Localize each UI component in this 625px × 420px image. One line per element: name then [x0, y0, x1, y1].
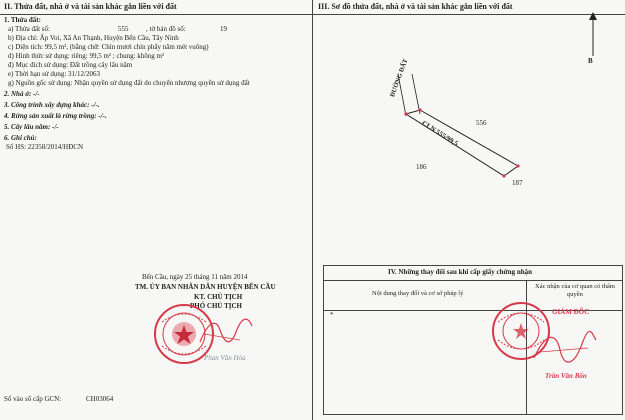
usage-purpose-line: đ) Mục đích sử dụng: Đất trồng cây lâu năm	[8, 61, 133, 69]
forest-item: 4. Rừng sản xuất là rừng trồng: -/-.	[4, 112, 107, 120]
usage-form-line: d) Hình thức sử dụng: riêng: 99,5 m² ; chung: không m²	[8, 52, 165, 60]
issue-date-line: Bến Cầu, ngày 25 tháng 11 năm 2014	[142, 273, 248, 281]
deputy-signature	[196, 312, 256, 352]
adjacent-parcel-right: 187	[512, 179, 523, 187]
changes-col-confirmation: Xác nhận của cơ quan có thẩm quyền	[535, 283, 615, 299]
center-divider	[312, 0, 313, 420]
signer-name: Phan Văn Hòa	[204, 354, 246, 362]
north-arrow-icon	[586, 12, 600, 58]
file-number-note: Số HS: 22358/2014/HĐCN	[6, 143, 84, 151]
notes-heading: 6. Ghi chú:	[4, 134, 37, 142]
perennial-trees-item: 5. Cây lâu năm: -/-	[4, 123, 59, 131]
adjacent-parcel-top: 556	[476, 119, 487, 127]
north-label: B	[588, 57, 593, 65]
house-item: 2. Nhà ở: -/-	[4, 90, 40, 98]
parcel-number-value: 555	[118, 25, 129, 33]
issuing-authority: TM. ỦY BAN NHÂN DÂN HUYỆN BẾN CẦU	[135, 283, 276, 291]
section-ii-title: II. Thửa đất, nhà ở và tài sản khác gắn liền với đất	[4, 2, 177, 11]
director-title: GIÁM ĐỐC	[552, 308, 590, 316]
road-label: ĐƯỜNG ĐẤT	[389, 58, 410, 99]
area-line: c) Diện tích: 99,5 m², (bằng chữ: Chín mươi chín phẩy năm mét vuông)	[8, 43, 209, 51]
map-sheet-value: 19	[220, 25, 227, 33]
map-sheet-label: , tờ bản đồ số:	[146, 25, 186, 33]
usage-term-line: e) Thời hạn sử dụng: 31/12/2063	[8, 70, 100, 78]
changes-row-marker: *	[330, 311, 334, 319]
land-heading: 1. Thửa đất:	[4, 16, 41, 24]
deputy-title-kt: KT. CHỦ TỊCH	[194, 293, 243, 301]
changes-table-title: IV. Những thay đổi sau khi cấp giấy chứng nhận	[388, 268, 533, 276]
section-iii-title: III. Sơ đồ thửa đất, nhà ở và tài sản khác gắn liền với đất	[318, 2, 513, 11]
certificate-number-label: Số vào sổ cấp GCN:	[4, 395, 62, 403]
construction-item: 3. Công trình xây dựng khác: -/-.	[4, 101, 100, 109]
changes-col-content: Nội dung thay đổi và cơ sở pháp lý	[372, 290, 464, 297]
director-signature	[530, 328, 600, 368]
certificate-number-value: CH03064	[86, 395, 114, 403]
address-line: b) Địa chỉ: Ấp Voi, Xã An Thạnh, Huyện Bến Cầu, Tây Ninh	[8, 34, 179, 42]
origin-line: g) Nguồn gốc sử dụng: Nhận quyền sử dụng đất do chuyển nhượng quyền sử dụng đất	[8, 79, 250, 87]
parcel-label: CLN 555/99,5	[420, 119, 460, 148]
adjacent-parcel-left: 186	[416, 163, 427, 171]
deputy-title: PHÓ CHỦ TỊCH	[190, 302, 242, 310]
parcel-number-label: a) Thửa đất số:	[8, 25, 50, 33]
director-name: Trần Văn Bốn	[545, 372, 587, 380]
